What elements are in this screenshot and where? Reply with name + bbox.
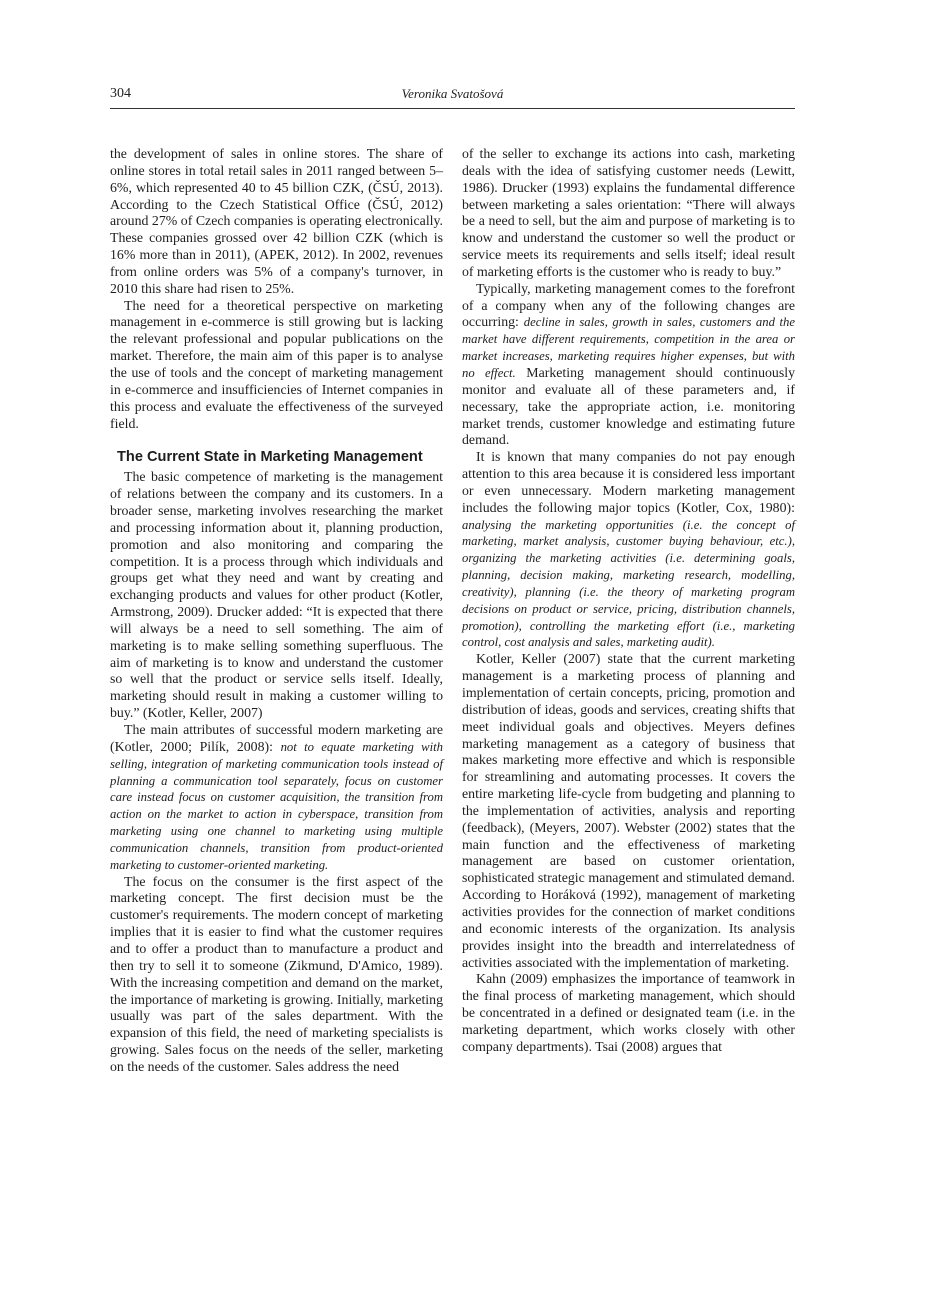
section-heading: The Current State in Marketing Management	[117, 449, 423, 466]
paragraph: The basic competence of marketing is the management of relations between the company and its customers. In a broader sense, marketing involves researching the market and processing information about it, planning production, promotion and also monitoring and comparing the competition. It is a process through which individuals and groups get what they need and want by creating and exchanging products and values for other product (Kotler, Armstrong, 2009). Drucker added: “It is expected that there will always be a need to sell something. The aim of marketing is to make selling something superfluous. The aim of marketing is to know and understand the customer so well that the product or service sells itself. Ideally, marketing should result in making a customer willing to buy.” (Kotler, Keller, 2007)	[110, 469, 443, 721]
paragraph-text: Typically, marketing management comes to the forefront of a company when any of the following changes are occurring:	[462, 280, 795, 330]
paragraph: Kahn (2009) emphasizes the importance of teamwork in the final process of marketing management, which should be concentrated in a defined or designated team (i.e. in the marketing department, which works closely with other company departments). Tsai (2008) argues that	[462, 971, 795, 1054]
header-rule	[110, 108, 795, 109]
paragraph	[462, 281, 795, 449]
paragraph: The focus on the consumer is the first aspect of the marketing concept. The first decision must be the customer's requirements. The modern concept of marketing implies that it is easier to find what the customer requires and to offer a product than to manufacture a product and then try to sell it to someone (Zikmund, D'Amico, 1989). With the increasing competition and demand on the market, the importance of marketing is growing. Initially, marketing usually was part of the sales department. With the expansion of this field, the need of marketing specialists is growing. Sales focus on the needs of the seller, marketing on the needs of the customer. Sales address the need	[110, 873, 443, 1074]
paragraph: Kotler, Keller (2007) state that the current marketing management is a marketing process of planning and implementation of certain concepts, pricing, promotion and distribution of ideas, goods and services, creating shifts that meet individual goals and objectives. Meyers defines marketing management as a category of business that makes marketing more effective and which is responsible for streamlining and automating processes. It covers the entire marketing life-cycle from budgeting and planning to the implementation of activities, analysis and reporting (feedback), (Meyers, 2007). Webster (2002) states that the main function and the effectiveness of marketing management are based on customer orientation, sophisticated strategic management and stimulated demand. According to Horáková (1992), management of marketing activities provides for the connection of market conditions and economic interests of the organization. Its analysis provides insight into the breadth and interrelatedness of activities associated with the implementation of marketing.	[462, 651, 795, 970]
paragraph-text: It is known that many companies do not pay enough attention to this area because it is considered less important or even unnecessary. Modern marketing management includes the following major topics (Kotler, Cox, 1980):	[462, 449, 795, 515]
italic-text: analysing the marketing opportunities (i.e. the concept of marketing, market analysis, customer buying behaviour, etc.), organizing the marketing activities (i.e. determining goals, planning, decision making, marketing research, modelling, creativity), planning (i.e. the theory of marketing program decisions on product or service, pricing, distribution channels, promotion), controlling the marketing effort (i.e., marketing control, cost analysis and sales, marketing audit).	[462, 517, 795, 650]
paragraph-text: Marketing management should continuously monitor and evaluate all of these parameters and, if necessary, take the appropriate action, i.e. monitoring market trends, customer knowledge and estimating future demand.	[462, 364, 795, 448]
italic-text: decline in sales, growth in sales, customers and the market have different requirements, competition in the area or market increases, marketing requires higher expenses, but with no effect.	[462, 315, 795, 380]
paragraph: the development of sales in online stores. The share of online stores in total retail sales in 2011 ranged between 5–6%, which represented 40 to 45 billion CZK, (ČSÚ, 2013). According to the Czech Statistical Office (ČSÚ, 2012) around 27% of Czech companies is operating electronically. These companies grossed over 42 billion CZK (which is 16% more than in 2011), (APEK, 2012). In 2002, revenues from online orders was 5% of a company's turnover, in 2010 this share had risen to 25%.	[110, 146, 443, 296]
paragraph-text: The main attributes of successful modern marketing are (Kotler, 2000; Pilík, 2008):	[110, 722, 443, 754]
left-column	[110, 146, 443, 1076]
running-title: Veronika Svatošová	[401, 86, 504, 101]
paragraph: of the seller to exchange its actions into cash, marketing deals with the idea of satisfying customer needs (Lewitt, 1986). Drucker (1993) explains the fundamental difference between marketing a sales orientation: “There will always be a need to sell, but the aim and purpose of marketing is to know and understand the customer so well the product or service meets its requirements and sells itself; ideal result of marketing efforts is the customer who is ready to buy.”	[462, 146, 795, 279]
italic-text: not to equate marketing with selling, integration of marketing communication tools instead of planning a communication tool separately, focus on customer care instead focus on customer acquisition, the transition from action on the market to action in cyberspace, transition from marketing using one channel to marketing using multiple communication channels, transition from product-oriented marketing to customer-oriented marketing.	[110, 739, 444, 872]
paragraph	[110, 722, 443, 874]
paragraph	[462, 449, 795, 651]
paragraph: The need for a theoretical perspective on marketing management in e-commerce is still growing but is lacking the relevant professional and popular publications on the market. Therefore, the main aim of this paper is to analyse the use of tools and the concept of marketing management in e-commerce and insufficiencies of Internet companies in this process and evaluate the effectiveness of the surveyed field.	[110, 297, 443, 431]
right-column	[462, 146, 795, 1056]
page-header	[110, 86, 795, 106]
page-number: 304	[110, 86, 131, 101]
